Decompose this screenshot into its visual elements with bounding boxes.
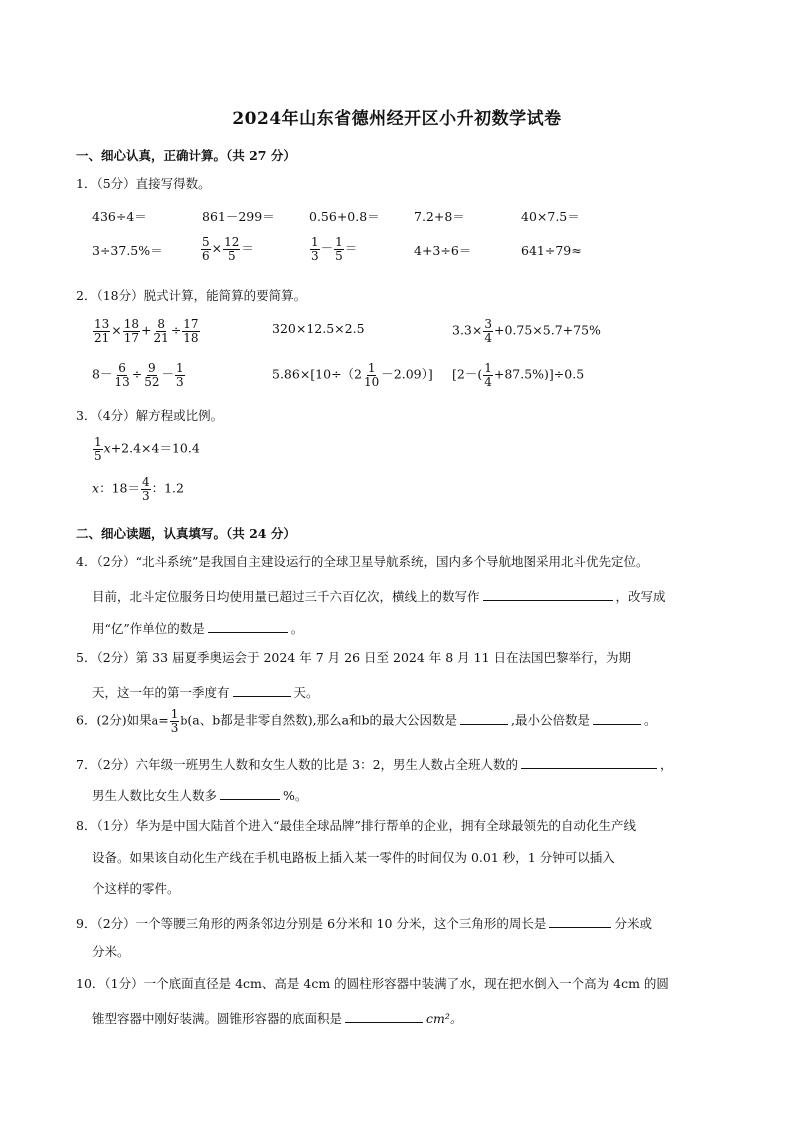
q2-expr-6: [2－( $\frac{1}{4}$ +87.5%)]÷0.5 — [452, 361, 585, 389]
fraction: $\frac{5}{6}$ — [202, 235, 210, 263]
answer-blank[interactable] — [345, 1010, 423, 1023]
q1-item-4: 7.2+8＝ — [414, 209, 465, 224]
q2-expr-3: 3.3× $\frac{3}{4}$ +0.75×5.7+75% — [452, 317, 601, 345]
q1-item-6: 3÷37.5%＝ — [92, 243, 163, 258]
question-3-heading: 3．（4分）解方程或比例。 — [76, 408, 224, 423]
q5-line-1: 5．（2分）第 33 届夏季奥运会于 2024 年 7 月 26 日至 2024 年 8 月 11 日在法国巴黎举行，为期 — [76, 650, 632, 665]
q7-line-2: 男生人数比女生人数多 %。 — [92, 788, 308, 803]
q3-equation-2: x：18＝ $\frac{4}{3}$ ：1.2 — [92, 475, 184, 503]
answer-blank[interactable] — [233, 684, 291, 697]
fraction: $\frac{6}{13}$ — [114, 361, 130, 389]
q9-line-1: 9．（2分）一个等腰三角形的两条邻边分别是 6分米和 10 分米，这个三角形的周长是 分米或 — [76, 916, 652, 931]
answer-blank[interactable] — [549, 915, 611, 928]
answer-blank[interactable] — [593, 712, 641, 725]
q3-equation-1: $\frac{1}{5}$ x+2.4×4＝10.4 — [94, 435, 200, 463]
q2-expr-2: 320×12.5×2.5 — [272, 321, 365, 336]
fraction: $\frac{1}{10}$ — [364, 361, 380, 389]
fraction: $\frac{1}{4}$ — [484, 361, 492, 389]
fraction: $\frac{8}{21}$ — [153, 317, 169, 345]
answer-blank[interactable] — [208, 620, 288, 633]
section-heading-2: 二、细心读题，认真填写。（共 24 分） — [76, 526, 296, 541]
q8-line-2: 设备。如果该自动化生产线在手机电路板上插入某一零件的时间仅为 0.01 秒，1 分钟可以插入 — [92, 850, 615, 865]
fraction: $\frac{9}{52}$ — [144, 361, 160, 389]
q1-item-7: $\frac{5}{6}$ × $\frac{12}{5}$ ＝ — [202, 235, 254, 263]
fraction: $\frac{1}{3}$ — [311, 235, 319, 263]
q1-item-3: 0.56+0.8＝ — [309, 209, 380, 224]
q4-line-3: 用“亿”作单位的数是 。 — [92, 621, 304, 636]
q6-line: 6．(2分)如果a= $\frac{1}{3}$ b(a、b都是非零自然数),那么a和b的最大公因数是 ,最小公倍数是 。 — [76, 707, 657, 735]
q5-line-2: 天，这一年的第一季度有 天。 — [92, 685, 319, 700]
fraction: $\frac{12}{5}$ — [224, 235, 240, 263]
page-title: 2024年山东省德州经开区小升初数学试卷 — [232, 109, 562, 129]
q1-item-5: 40×7.5＝ — [521, 209, 580, 224]
q10-line-2: 锥型容器中刚好装满。圆锥形容器的底面积是 cm²。 — [92, 1011, 463, 1026]
fraction: $\frac{1}{5}$ — [94, 435, 102, 463]
q2-expr-1: $\frac{13}{21}$ × $\frac{18}{17}$ + $\frac{8}{21}$ ÷ $\frac{17}{18}$ — [94, 317, 199, 345]
answer-blank[interactable] — [220, 787, 280, 800]
question-1-heading: 1．（5分）直接写得数。 — [76, 176, 211, 191]
fraction: $\frac{13}{21}$ — [94, 317, 110, 345]
q4-line-1: 4．（2分）“北斗系统”是我国自主建设运行的全球卫星导航系统，国内多个导航地图采用北斗优先定位。 — [76, 554, 649, 569]
answer-blank[interactable] — [483, 588, 613, 601]
q8-line-1: 8．（1分）华为是中国大陆首个进入“最佳全球品牌”排行帮单的企业，拥有全球最领先的自动化生产线 — [76, 818, 636, 833]
fraction: $\frac{1}{3}$ — [176, 361, 184, 389]
q2-expr-4: 8－ $\frac{6}{13}$ ÷ $\frac{9}{52}$ － $\frac{1}{3}$ — [92, 361, 184, 389]
fraction: $\frac{3}{4}$ — [484, 317, 492, 345]
q1-item-10: 641÷79≈ — [521, 243, 582, 258]
answer-blank[interactable] — [521, 756, 657, 769]
q1-item-1: 436÷4＝ — [92, 209, 147, 224]
section-heading-1: 一、细心认真，正确计算。（共 27 分） — [76, 148, 296, 163]
fraction: $\frac{17}{18}$ — [183, 317, 199, 345]
question-2-heading: 2．（18分）脱式计算，能简算的要简算。 — [76, 288, 307, 303]
q7-line-1: 7．（2分）六年级一班男生人数和女生人数的比是 3：2，男生人数占全班人数的 ， — [76, 757, 673, 772]
q8-line-3: 个这样的零件。 — [92, 881, 180, 896]
q2-expr-5: 5.86×[10÷（2 $\frac{1}{10}$ －2.09）] — [272, 361, 433, 389]
q9-line-2: 分米。 — [92, 944, 130, 959]
fraction: $\frac{1}{5}$ — [335, 235, 343, 263]
fraction: $\frac{18}{17}$ — [123, 317, 140, 345]
q1-item-8: $\frac{1}{3}$ － $\frac{1}{5}$ ＝ — [311, 235, 358, 263]
q1-item-2: 861－299＝ — [202, 209, 275, 224]
q1-item-9: 4+3÷6＝ — [414, 243, 472, 258]
q4-line-2: 目前，北斗定位服务日均使用量已超过三千六百亿次，横线上的数写作 ，改写成 — [92, 589, 666, 604]
q10-line-1: 10．（1分）一个底面直径是 4cm、高是 4cm 的圆柱形容器中装满了水，现在把水倒入一个高为 4cm 的圆 — [76, 976, 669, 991]
fraction: $\frac{4}{3}$ — [141, 475, 150, 503]
fraction: $\frac{1}{3}$ — [170, 707, 179, 735]
answer-blank[interactable] — [460, 712, 508, 725]
